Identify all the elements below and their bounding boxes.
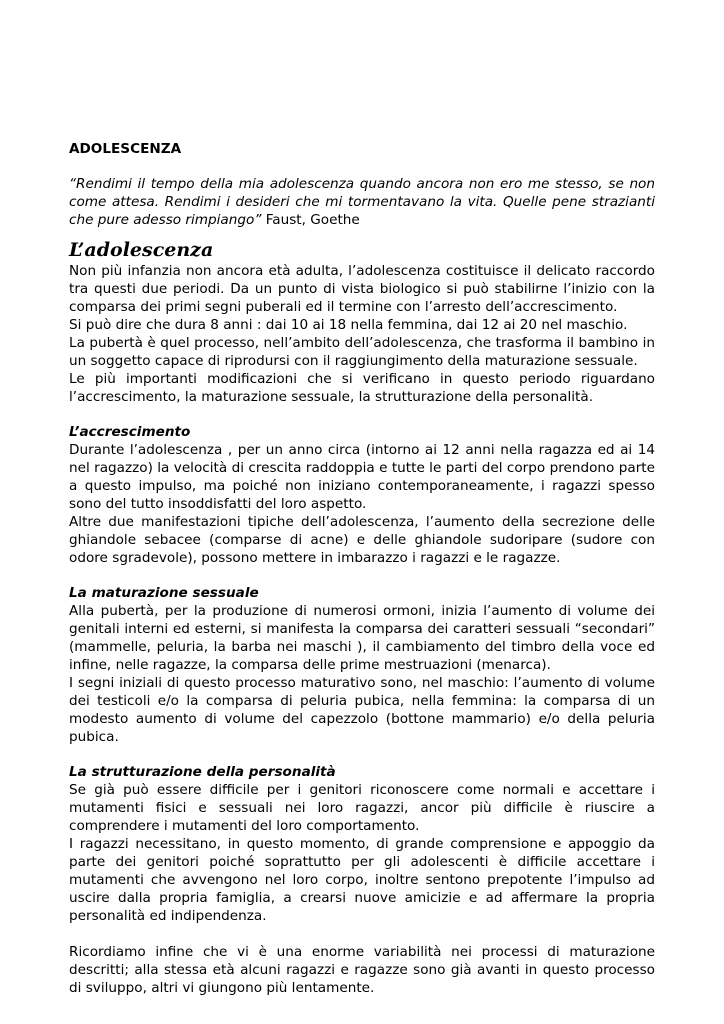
paragraph-spacer	[69, 925, 655, 943]
maturazione-paragraph-1: Alla pubertà, per la produzione di numerosi ormoni, inizia l’aumento di volume dei genitali interni ed esterni, si manifesta la comparsa dei caratteri sessuali “secondari” (mammelle, peluria, la barba nei maschi ), il cambiamento del timbro della voce ed infine, nelle ragazze, la comparsa delle prime mestruazioni (menarca).	[69, 603, 655, 673]
section-accrescimento	[69, 423, 655, 567]
quote-text: “Rendimi il tempo della mia adolescenza quando ancora non ero me stesso, se non come attesa. Rendimi i desideri che mi tormentavano la vita. Quelle pene strazianti che pure adesso rimpiango”	[69, 176, 655, 228]
section-heading-personalita: La strutturazione della personalità	[69, 764, 336, 780]
intro-paragraph-2: Si può dire che dura 8 anni : dai 10 ai 18 nella femmina, dai 12 ai 20 nel maschio.	[69, 317, 628, 333]
accrescimento-paragraph-1: Durante l’adolescenza , per un anno circa (intorno ai 12 anni nella ragazza ed ai 14 nel ragazzo) la velocità di crescita raddoppia e tutte le parti del corpo prendono parte a questo impulso, ma poiché non iniziano contemporaneamente, i ragazzi spesso sono del tutto insoddisfatti del loro aspetto.	[69, 442, 655, 512]
section-maturazione	[69, 584, 655, 746]
personalita-paragraph-1: Se già può essere difficile per i genitori riconoscere come normali e accettare i mutamenti fisici e sessuali nei loro ragazzi, ancor più difficile è riuscire a comprendere i mutamenti del loro comportamento.	[69, 782, 655, 834]
intro-paragraph-3: La pubertà è quel processo, nell’ambito dell’adolescenza, che trasforma il bambino in un soggetto capace di riprodursi con il raggiungimento della maturazione sessuale.	[69, 335, 655, 369]
section-personalita	[69, 763, 655, 997]
section-heading-maturazione: La maturazione sessuale	[69, 585, 259, 601]
document-title: ADOLESCENZA	[69, 141, 182, 157]
intro-paragraph-4: Le più importanti modificazioni che si verificano in questo periodo riguardano l’accrescimento, la maturazione sessuale, la strutturazione della personalità.	[69, 371, 655, 405]
epigraph-quote	[69, 175, 655, 229]
document-page	[69, 140, 655, 997]
quote-attribution: Faust, Goethe	[261, 212, 360, 228]
accrescimento-paragraph-2: Altre due manifestazioni tipiche dell’adolescenza, l’aumento della secrezione delle ghiandole sebacee (comparse di acne) e delle ghiandole sudoripare (sudore con odore sgradevole), possono mettere in imbarazzo i ragazzi e le ragazze.	[69, 514, 655, 566]
closing-paragraph: Ricordiamo infine che vi è una enorme variabilità nei processi di maturazione descritti; alla stessa età alcuni ragazzi e ragazze sono già avanti in questo processo di sviluppo, altri vi giungono più lentamente.	[69, 944, 655, 996]
maturazione-paragraph-2: I segni iniziali di questo processo maturativo sono, nel maschio: l’aumento di volume dei testicoli e/o la comparsa di peluria pubica, nella femmina: la comparsa di un modesto aumento di volume del capezzolo (bottone mammario) e/o della peluria pubica.	[69, 675, 655, 745]
section-heading-accrescimento: L’accrescimento	[69, 424, 191, 440]
intro-paragraph-1: Non più infanzia non ancora età adulta, l’adolescenza costituisce il delicato raccordo tra questi due periodi. Da un punto di vista biologico si può stabilirne l’inizio con la comparsa dei primi segni puberali ed il termine con l’arresto dell’accrescimento.	[69, 263, 655, 315]
personalita-paragraph-2: I ragazzi necessitano, in questo momento, di grande comprensione e appoggio da parte dei genitori poiché soprattutto per gli adolescenti è difficile accettare i mutamenti che avvengono nel loro corpo, inoltre sentono prepotente l’impulso ad uscire dalla propria famiglia, a crearsi nuove amicizie e ad affermare la propria personalità ed indipendenza.	[69, 836, 655, 924]
section-heading-adolescenza: L’adolescenza	[69, 239, 214, 261]
